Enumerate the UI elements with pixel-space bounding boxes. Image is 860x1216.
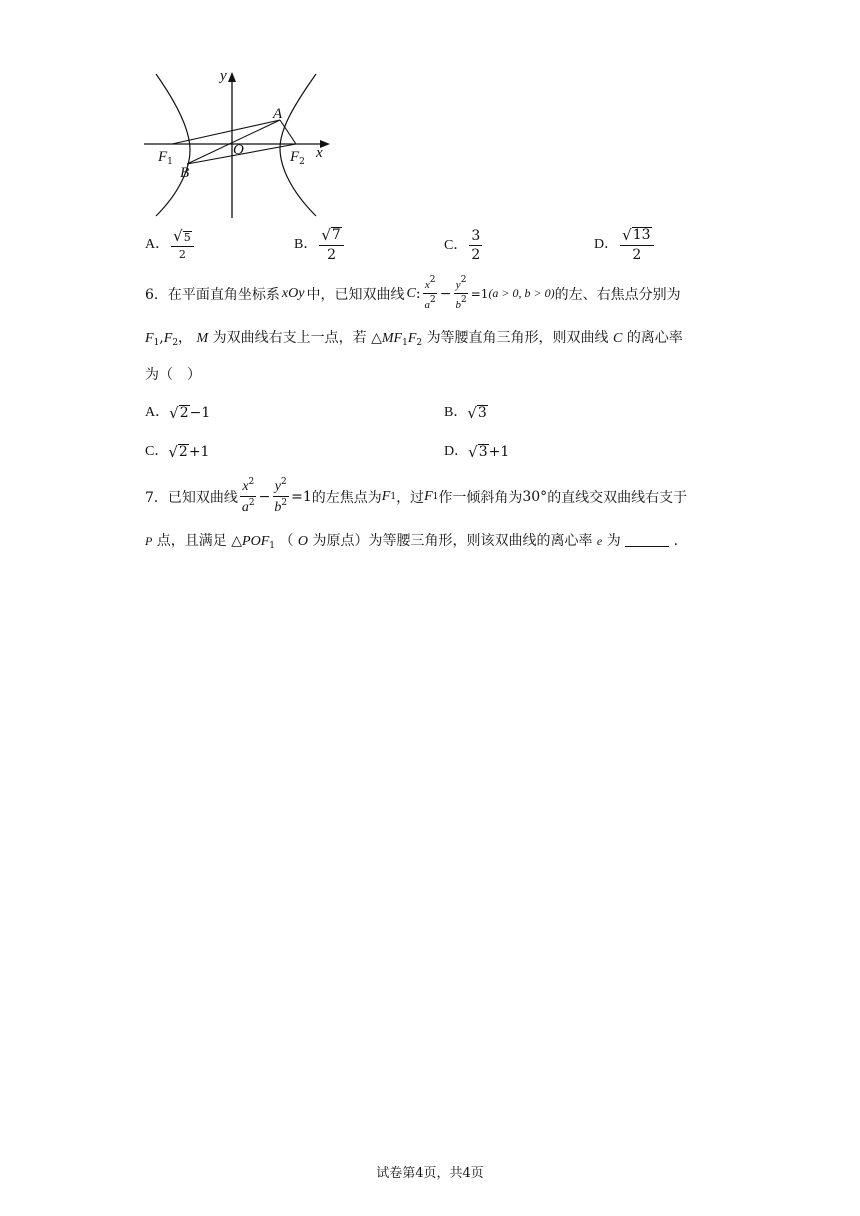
page-footer: 试卷第4页，共4页 <box>376 1166 484 1181</box>
q6-option-b[interactable]: B． √ 3 <box>444 404 487 422</box>
hyperbola-figure <box>140 68 340 224</box>
point-f2-label: $F_2$ <box>290 149 305 167</box>
point-a-label: A <box>273 106 283 122</box>
answer-blank[interactable] <box>625 545 669 547</box>
q7-line2: P 点，且满足 $\triangle POF_1$ （ O 为原点）为等腰三角形，则该双曲线的离心率 e 为 . <box>145 533 679 551</box>
q6-option-a[interactable]: A． √ 2 −1 <box>145 404 211 422</box>
q5-option-c[interactable]: C． $\frac{3}{2}$ <box>444 228 481 263</box>
axis-y-label: y <box>220 68 227 84</box>
point-o-label: O <box>233 142 244 158</box>
q7-line1: 7． 已知双曲线 $\frac{x^2}{a^2}$ − $\frac{y^2}{b^2}$ =1 的左焦点为 F 1 ，过 F 1 作一倾斜角为 30° 的直线交双曲线右支于 <box>145 477 688 515</box>
point-b-label: B <box>180 165 190 181</box>
q6-option-c[interactable]: C． √ 2 +1 <box>145 443 210 461</box>
axis-x-label: x <box>316 145 323 161</box>
q5-option-d[interactable]: D． √ 13 2 <box>594 227 656 262</box>
question-number: 6． <box>145 286 168 303</box>
question-number: 7． <box>145 489 168 506</box>
q6-line2: $F_1,F_2$， M 为双曲线右支上一点，若 $\triangle MF_1F_2$ 为等腰直角三角形，则双曲线 C 的离心率 <box>145 330 683 348</box>
q5-option-a[interactable]: A． √ 5 2 <box>145 229 196 260</box>
q6-line1: 6． 在平面直角坐标系 xOy 中，已知双曲线 C : $\frac{x^2}{a^2}$ − $\frac{y^2}{b^2}$ =1 (a > 0, b > 0) 的左、右焦点分别为 <box>145 275 681 311</box>
q6-line3: 为（ ） <box>145 367 201 383</box>
q5-option-b[interactable]: B． √ 7 2 <box>294 227 346 262</box>
point-f1-label: $F_1$ <box>158 149 173 167</box>
q6-option-d[interactable]: D． √ 3 +1 <box>444 443 510 461</box>
